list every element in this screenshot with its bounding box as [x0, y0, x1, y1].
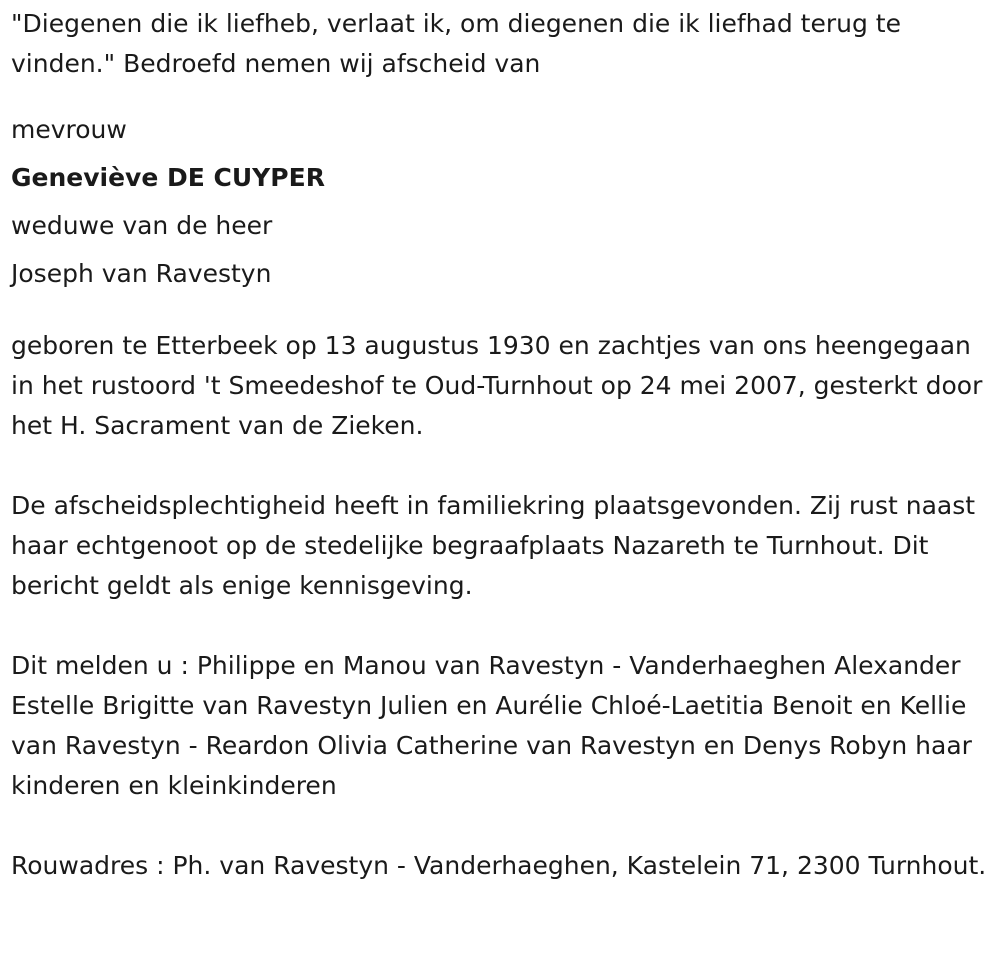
birth-death-paragraph: geboren te Etterbeek op 13 augustus 1930 en zachtjes van ons heengegaan in het rustoord 't Smeedeshof te Oud-Turnhout op 24 mei 2007, gesterkt door het H. Sacrament van de Zieken. — [11, 331, 983, 440]
title-prefix: mevrouw — [11, 115, 127, 144]
husband-name: Joseph van Ravestyn — [11, 259, 272, 288]
deceased-name: Geneviève DE CUYPER — [11, 163, 325, 192]
family-paragraph: Dit melden u : Philippe en Manou van Ravestyn - Vanderhaeghen Alexander Estelle Brigitte van Ravestyn Julien en Aurélie Chloé-Laetitia Benoit en Kellie van Ravestyn - Reardon Olivia Catherine van Ravestyn en Denys Robyn haar kinderen en kleinkinderen — [11, 651, 972, 800]
ceremony-paragraph: De afscheidsplechtigheid heeft in familiekring plaatsgevonden. Zij rust naast haar echtgenoot op de stedelijke begraafplaats Nazareth te Turnhout. Dit bericht geldt als enige kennisgeving. — [11, 491, 976, 600]
deceased-block — [11, 106, 991, 298]
address-paragraph: Rouwadres : Ph. van Ravestyn - Vanderhaeghen, Kastelein 71, 2300 Turnhout. — [11, 851, 987, 880]
obituary-notice — [11, 4, 991, 886]
intro-quote: "Diegenen die ik liefheb, verlaat ik, om diegenen die ik liefhad terug te vinden." Bedroefd nemen wij afscheid van — [11, 9, 901, 78]
widow-of-label: weduwe van de heer — [11, 211, 273, 240]
